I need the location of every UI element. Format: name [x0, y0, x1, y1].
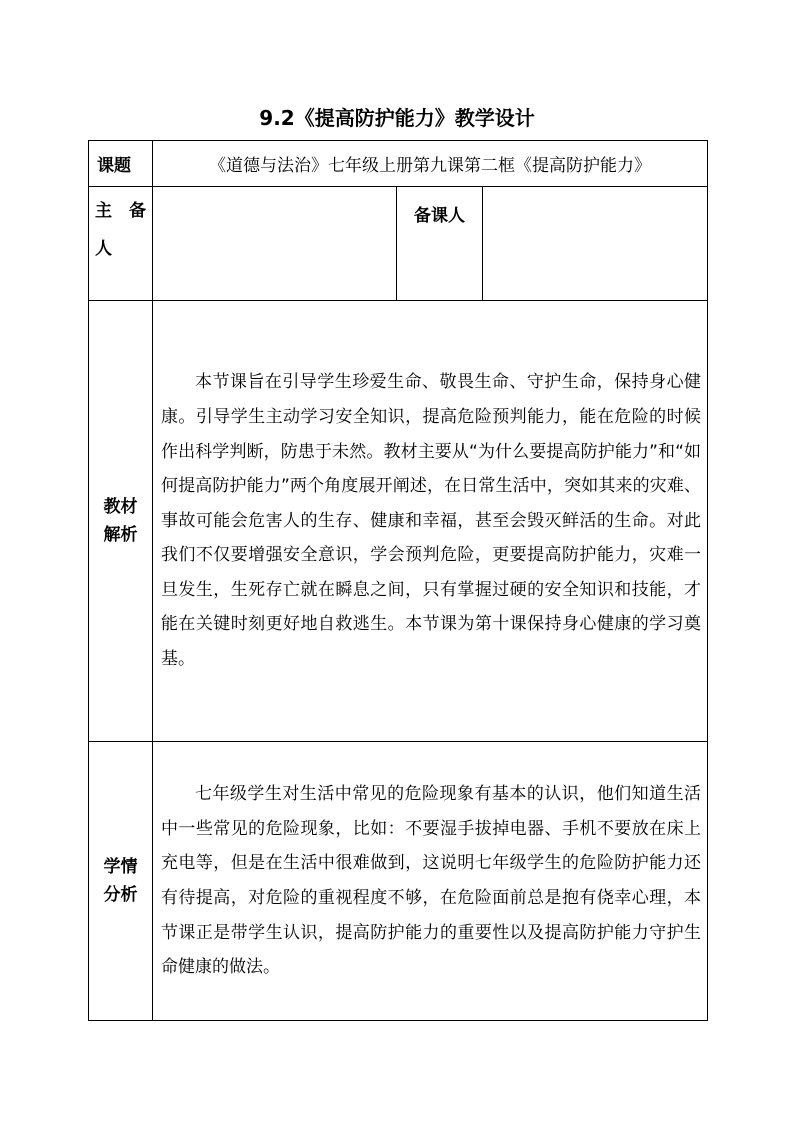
topic-value: 《道德与法治》七年级上册第九课第二框《提高防护能力》: [153, 141, 708, 187]
main-author-label-part3: 人: [95, 239, 112, 259]
main-author-label: [89, 187, 153, 301]
learner-analysis-text: 七年级学生对生活中常见的危险现象有基本的认识，他们知道生活中一些常见的危险现象，比如：不要湿手拔掉电器、手机不要放在床上充电等，但是在生活中很难做到，这说明七年级学生的危险防护能力还有待提高，对危险的重视程度不够，在危险面前总是抱有侥幸心理，本节课正是带学生认识，提高防护能力的重要性以及提高防护能力守护生命健康的做法。: [153, 742, 708, 1021]
topic-row: [89, 141, 708, 187]
lesson-plan-table: [88, 140, 708, 1021]
learner-analysis-label-line2: 分析: [103, 885, 138, 905]
textbook-analysis-label: [89, 301, 153, 742]
preparer-value: [483, 187, 708, 301]
preparer-label: 备课人: [397, 187, 483, 301]
topic-label: 课题: [89, 141, 153, 187]
main-author-label-part1: 主: [95, 201, 112, 221]
textbook-analysis-text: 本节课旨在引导学生珍爱生命、敬畏生命、守护生命，保持身心健康。引导学生主动学习安全知识，提高危险预判能力，能在危险的时候作出科学判断，防患于未然。教材主要从“为什么要提高防护能力”和“如何提高防护能力”两个角度展开阐述，在日常生活中，突如其来的灾难、事故可能会危害人的生存、健康和幸福，甚至会毁灭鲜活的生命。对此我们不仅要增强安全意识，学会预判危险，更要提高防护能力，灾难一旦发生，生死存亡就在瞬息之间，只有掌握过硬的安全知识和技能，才能在关键时刻更好地自救逃生。本节课为第十课保持身心健康的学习奠基。: [153, 301, 708, 742]
main-author-label-part2: 备: [129, 201, 146, 221]
learner-analysis-row: [89, 742, 708, 1021]
textbook-analysis-row: [89, 301, 708, 742]
learner-analysis-label-line1: 学情: [103, 857, 138, 877]
learner-analysis-label: [89, 742, 153, 1021]
page-title: 9.2《提高防护能力》教学设计: [259, 106, 535, 130]
textbook-analysis-label-line2: 解析: [103, 525, 138, 545]
textbook-analysis-label-line1: 教材: [103, 497, 138, 517]
main-author-value: [153, 187, 397, 301]
author-row: [89, 187, 708, 301]
